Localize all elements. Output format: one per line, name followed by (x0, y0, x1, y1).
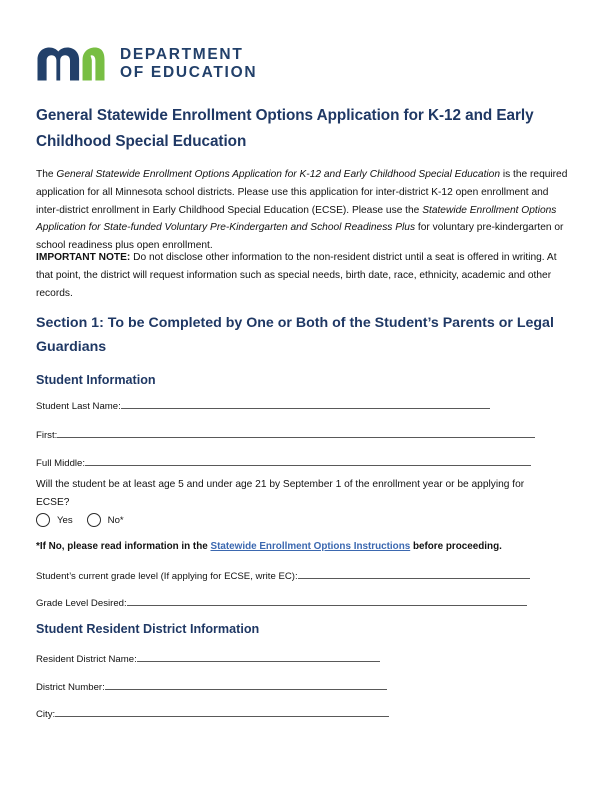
radio-label: No* (107, 514, 124, 526)
field-input-line[interactable] (121, 398, 490, 409)
logo-wordmark (120, 46, 257, 83)
student-information-heading: Student Information (36, 373, 156, 387)
no-option-footnote (36, 541, 569, 552)
radio-option-yes[interactable] (36, 513, 73, 527)
logo-wordmark-line-1: DEPARTMENT (120, 46, 244, 63)
field-label: Student’s current grade level (If applying for ECSE, write EC): (36, 571, 298, 582)
logo-wordmark-line-2: OF EDUCATION (120, 64, 258, 82)
field-label: City: (36, 709, 56, 720)
age-eligibility-question: Will the student be at least age 5 and under age 21 by September 1 of the enrollment year or be applying for ECSE? (36, 479, 525, 508)
field-input-line[interactable] (105, 679, 387, 690)
field-input-line[interactable] (298, 568, 530, 579)
field-input-line[interactable] (127, 595, 527, 606)
field-grade-level-desired[interactable] (36, 595, 527, 609)
field-label: Resident District Name: (36, 654, 137, 665)
radio-label: Yes (57, 514, 73, 526)
field-input-line[interactable] (55, 706, 389, 717)
statewide-enrollment-options-instructions-link[interactable]: Statewide Enrollment Options Instructions (210, 541, 411, 552)
radio-circle-icon[interactable] (87, 513, 101, 527)
page-title: General Statewide Enrollment Options Application for K-12 and Early Childhood Special Education (36, 107, 534, 151)
field-full-middle-name[interactable] (36, 455, 531, 469)
field-district-number[interactable] (36, 679, 387, 693)
intro-paragraph: The General Statewide Enrollment Options Application for K-12 and Early Childhood Special Education is the required application for all Minnesota school districts. Please use this application for inter-district K-12 open enrollment and inter-district enrollment in Early Childhood Special Education (ECSE). Please use the Statewide Enrollment Options Application for State-funded Voluntary Pre-Kindergarten and School Readiness Plus for voluntary pre-kindergarten or school readiness plus open enrollment. (36, 169, 568, 251)
field-label: Student Last Name: (36, 401, 121, 412)
field-input-line[interactable] (85, 455, 531, 466)
footnote-text-before: *If No, please read information in the (36, 541, 211, 552)
footnote-text-after: before proceeding. (410, 541, 502, 552)
section-1-heading: Section 1: To be Completed by One or Both of the Student’s Parents or Legal Guardians (36, 315, 554, 356)
mn-department-of-education-logo (36, 46, 257, 83)
age-eligibility-radio-group[interactable] (36, 513, 138, 527)
field-label: District Number: (36, 682, 105, 693)
radio-option-no[interactable] (87, 513, 124, 527)
mn-logo-mark-icon (36, 46, 106, 82)
radio-circle-icon[interactable] (36, 513, 50, 527)
field-label: Grade Level Desired: (36, 598, 127, 609)
field-label: First: (36, 430, 58, 441)
field-resident-district-name[interactable] (36, 651, 380, 665)
student-resident-district-heading: Student Resident District Information (36, 622, 260, 636)
field-first-name[interactable] (36, 427, 535, 441)
field-input-line[interactable] (57, 427, 535, 438)
important-note-paragraph: IMPORTANT NOTE: Do not disclose other information to the non-resident district until a seat is offered in writing. At that point, the district will request information such as special needs, birth date, race, ethnicity, academic and other records. (36, 252, 557, 299)
field-input-line[interactable] (137, 651, 380, 662)
field-current-grade-level[interactable] (36, 568, 530, 582)
field-city[interactable] (36, 706, 389, 720)
field-label: Full Middle: (36, 458, 86, 469)
field-student-last-name[interactable] (36, 398, 490, 412)
